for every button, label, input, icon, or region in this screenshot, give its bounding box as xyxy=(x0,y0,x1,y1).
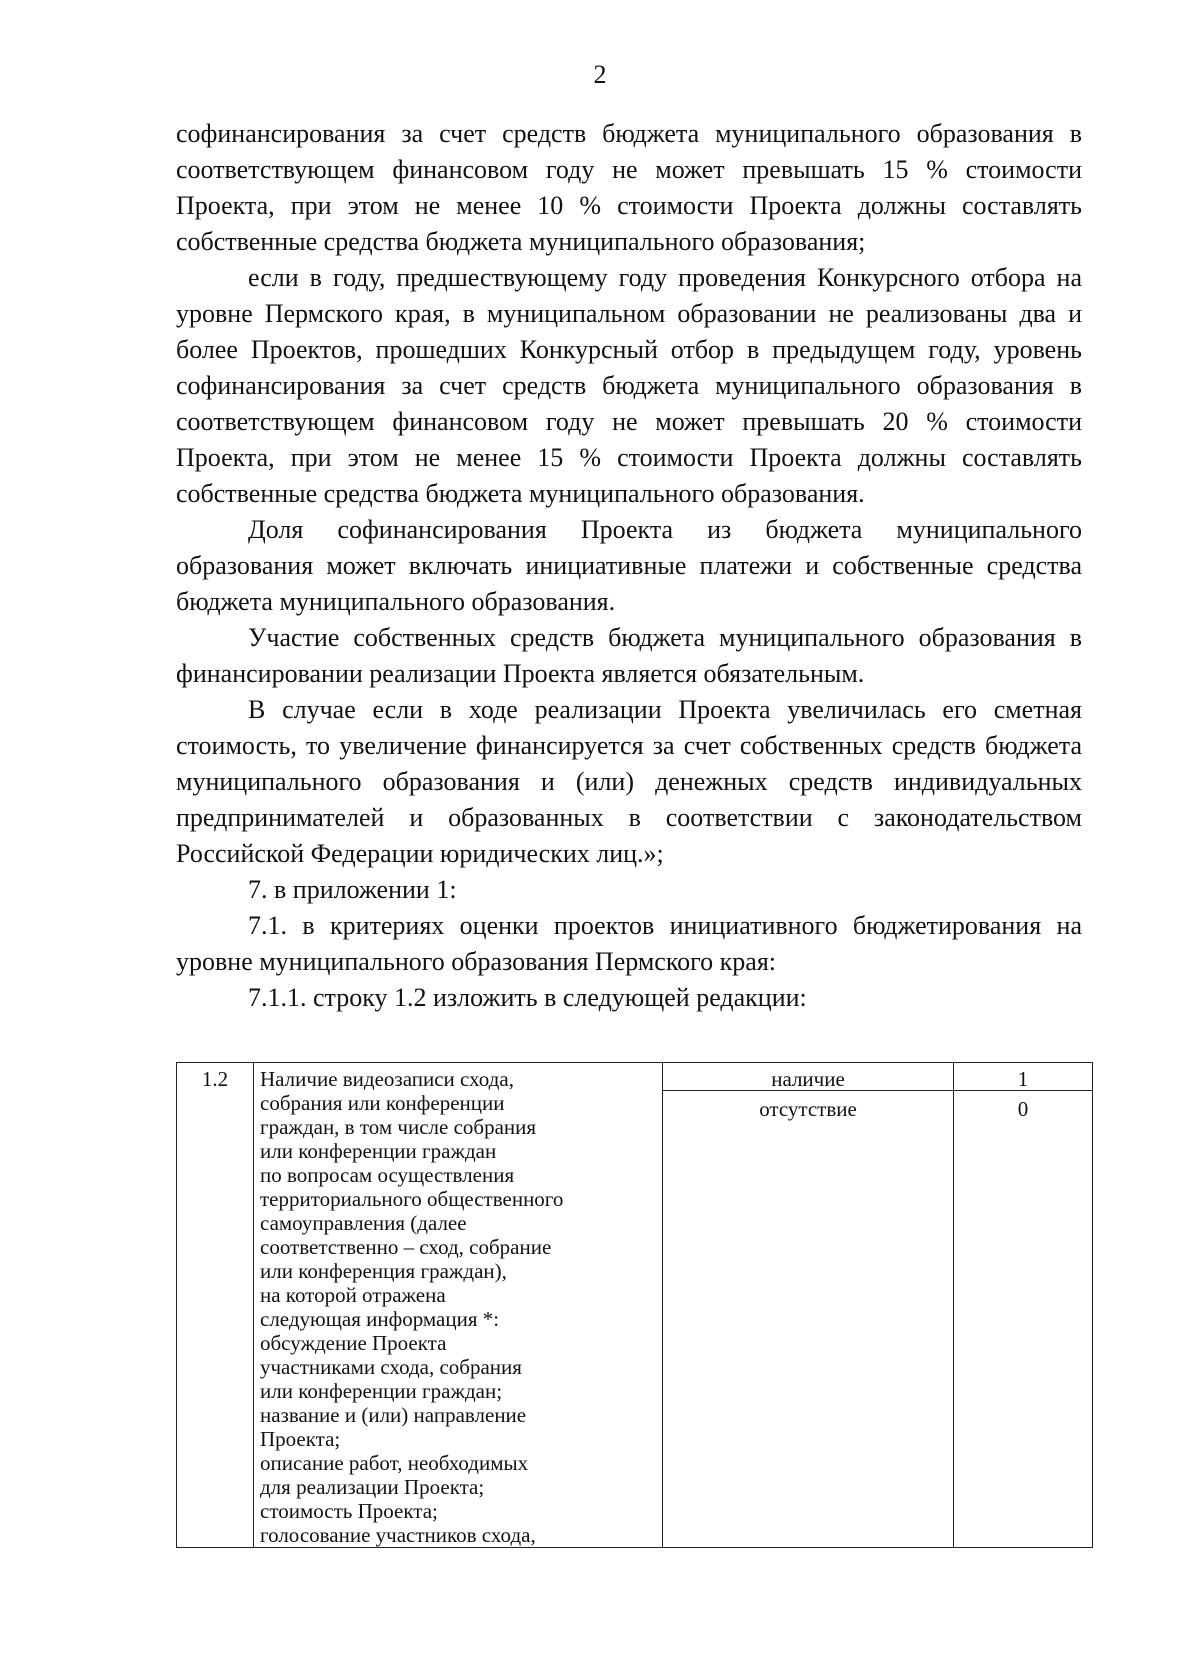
paragraph-8: 7.1.1. строку 1.2 изложить в следующей редакции: xyxy=(248,983,807,1012)
document-body xyxy=(176,116,1082,1016)
criterion-line: для реализации Проекта; xyxy=(260,1475,485,1499)
criterion-cell xyxy=(254,1063,663,1548)
criterion-line: Наличие видеозаписи схода, xyxy=(260,1067,514,1091)
paragraph-6: 7. в приложении 1: xyxy=(248,875,457,904)
criterion-line: обсуждение Проекта xyxy=(260,1331,447,1355)
row-number-cell: 1.2 xyxy=(177,1063,254,1548)
paragraph-2: если в году, предшествующему году проведения Конкурсного отбора на уровне Пермского края, в муниципальном образовании не реализованы два и более Проектов, прошедших Конкурсный отбор в предыдущем году, уровень софинансирования за счет средств бюджета муниципального образования в соответствующем финансовом году не может превышать 20 % стоимости Проекта, при этом не менее 15 % стоимости Проекта должны составлять собственные средства бюджета муниципального образования. xyxy=(176,263,1082,508)
criterion-line: Проекта; xyxy=(260,1427,341,1451)
criterion-line: описание работ, необходимых xyxy=(260,1451,529,1475)
criterion-line: самоуправления (далее xyxy=(260,1211,467,1235)
criterion-line: следующая информация *: xyxy=(260,1307,500,1331)
criterion-line: или конференции граждан; xyxy=(260,1379,503,1403)
option-points-absent: 0 xyxy=(1017,1097,1029,1121)
criteria-table xyxy=(176,1062,1093,1548)
criterion-line: или конференции граждан xyxy=(260,1139,497,1163)
option-label-absent: отсутствие xyxy=(759,1097,857,1121)
option-label-present: наличие xyxy=(663,1063,953,1091)
criterion-line: участниками схода, собрания xyxy=(260,1355,522,1379)
criterion-line: граждан, в том числе собрания xyxy=(260,1115,537,1139)
criterion-line: по вопросам осуществления xyxy=(260,1163,515,1187)
paragraph-3: Доля софинансирования Проекта из бюджета муниципального образования может включать инициативные платежи и собственные средства бюджета муниципального образования. xyxy=(176,515,1082,616)
table-row xyxy=(177,1063,1093,1548)
criterion-line: или конференция граждан), xyxy=(260,1259,507,1283)
criterion-line: собрания или конференции xyxy=(260,1091,505,1115)
paragraph-7: 7.1. в критериях оценки проектов инициативного бюджетирования на уровне муниципального образования Пермского края: xyxy=(176,911,1082,976)
paragraph-1: софинансирования за счет средств бюджета муниципального образования в соответствующем финансовом году не может превышать 15 % стоимости Проекта, при этом не менее 10 % стоимости Проекта должны составлять собственные средства бюджета муниципального образования; xyxy=(176,119,1082,256)
criterion-line: голосование участников схода, xyxy=(260,1523,536,1547)
options-cell xyxy=(663,1063,954,1548)
criterion-line: на которой отражена xyxy=(260,1283,446,1307)
points-cell xyxy=(954,1063,1093,1548)
option-points-present: 1 xyxy=(954,1063,1092,1091)
page-number: 2 xyxy=(593,60,607,89)
criterion-line: территориального общественного xyxy=(260,1187,564,1211)
paragraph-5: В случае если в ходе реализации Проекта увеличилась его сметная стоимость, то увеличение финансируется за счет собственных средств бюджета муниципального образования и (или) денежных средств индивидуальных предпринимателей и образованных в соответствии с законодательством Российской Федерации юридических лиц.»; xyxy=(176,695,1082,868)
criterion-line: название и (или) направление xyxy=(260,1403,527,1427)
criterion-line: соответственно – сход, собрание xyxy=(260,1235,552,1259)
criterion-line: стоимость Проекта; xyxy=(260,1499,438,1523)
paragraph-4: Участие собственных средств бюджета муниципального образования в финансировании реализации Проекта является обязательным. xyxy=(176,623,1082,688)
